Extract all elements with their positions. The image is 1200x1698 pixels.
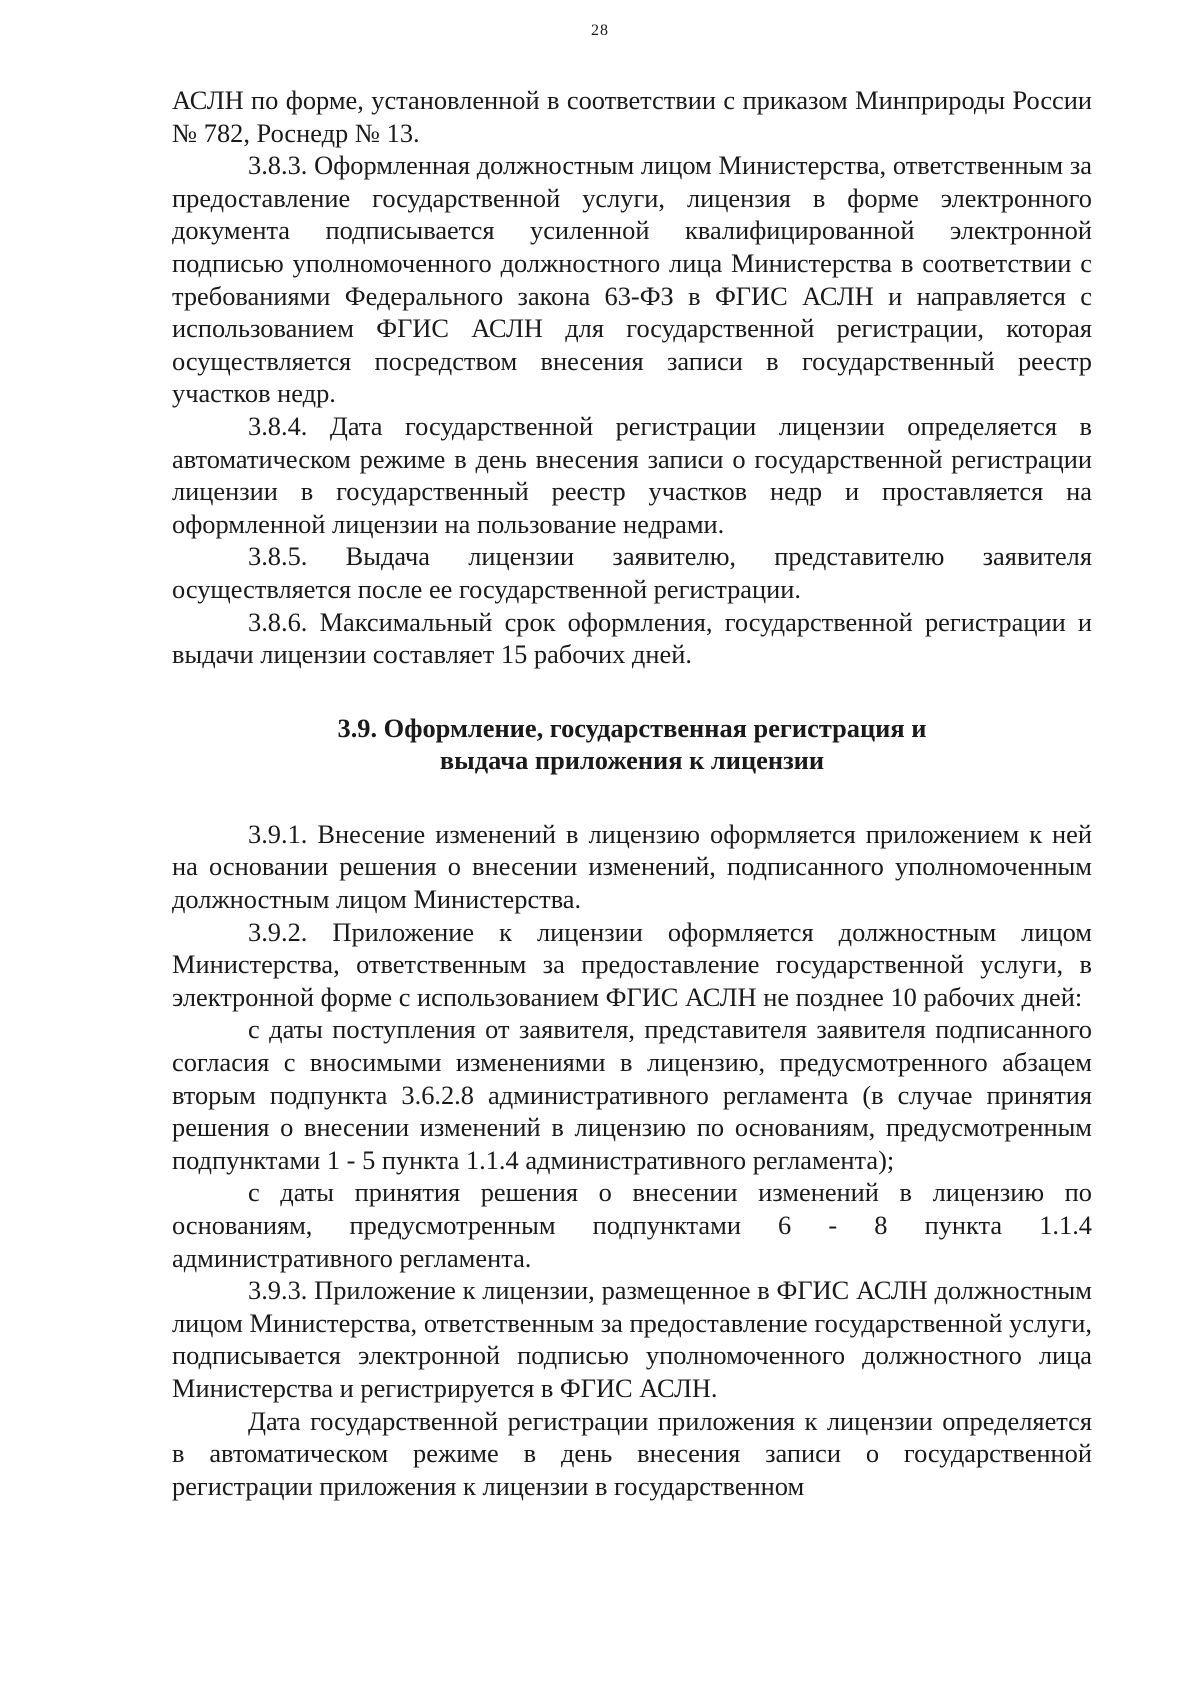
paragraph-3-9-1: 3.9.1. Внесение изменений в лицензию оформляется приложением к ней на основании решения о внесении изменений, подписанного уполномоченным должностным лицом Министерства. xyxy=(172,818,1092,915)
section-heading-line-2: выдача приложения к лицензии xyxy=(439,745,825,776)
document-body xyxy=(172,84,1092,1502)
spacer xyxy=(172,671,1092,712)
paragraph-3-8-3: 3.8.3. Оформленная должностным лицом Министерства, ответственным за предоставление государственной услуги, лицензия в форме электронного документа подписывается усиленной квалифицированной электронной подписью уполномоченного должностного лица Министерства в соответствии с требованиями Федерального закона 63-ФЗ в ФГИС АСЛН и направляется с использованием ФГИС АСЛН для государственной регистрации, которая осуществляется посредством внесения записи в государственный реестр участков недр. xyxy=(172,150,1092,409)
paragraph-3-9-3: 3.9.3. Приложение к лицензии, размещенное в ФГИС АСЛН должностным лицом Министерства, ответственным за предоставление государственной услуги, подписывается электронной подписью уполномоченного должностного лица Министерства и регистрируется в ФГИС АСЛН. xyxy=(172,1275,1092,1403)
page-number: 28 xyxy=(591,22,609,39)
paragraph-aslh-form: АСЛН по форме, установленной в соответствии с приказом Минприроды России № 782, Роснедр № 13. xyxy=(172,85,1092,148)
section-heading-line-1: 3.9. Оформление, государственная регистрация и xyxy=(337,712,927,743)
paragraph-item-applicant-consent: с даты поступления от заявителя, представителя заявителя подписанного согласия с вносимыми изменениями в лицензию, предусмотренного абзацем вторым подпункта 3.6.2.8 административного регламента (в случае принятия решения о внесении изменений в лицензию по основаниям, предусмотренным подпунктами 1 - 5 пункта 1.1.4 административного регламента); xyxy=(172,1014,1092,1175)
paragraph-registration-date: Дата государственной регистрации приложения к лицензии определяется в автоматическом режиме в день внесения записи о государственной регистрации приложения к лицензии в государственном xyxy=(172,1405,1092,1501)
paragraph-item-decision-date: с даты принятия решения о внесении изменений в лицензию по основаниям, предусмотренным подпунктами 6 - 8 пункта 1.1.4 административного регламента. xyxy=(172,1177,1092,1273)
paragraph-3-8-5: 3.8.5. Выдача лицензии заявителю, представителю заявителя осуществляется после ее государственной регистрации. xyxy=(172,541,1092,604)
spacer xyxy=(172,777,1092,818)
paragraph-3-9-2: 3.9.2. Приложение к лицензии оформляется должностным лицом Министерства, ответственным за предоставление государственной услуги, в электронной форме с использованием ФГИС АСЛН не позднее 10 рабочих дней: xyxy=(172,916,1092,1012)
paragraph-3-8-4: 3.8.4. Дата государственной регистрации лицензии определяется в автоматическом режиме в день внесения записи о государственной регистрации лицензии в государственный реестр участков недр и проставляется на оформленной лицензии на пользование недрами. xyxy=(172,410,1092,539)
paragraph-3-8-6: 3.8.6. Максимальный срок оформления, государственной регистрации и выдачи лицензии составляет 15 рабочих дней. xyxy=(172,606,1092,670)
